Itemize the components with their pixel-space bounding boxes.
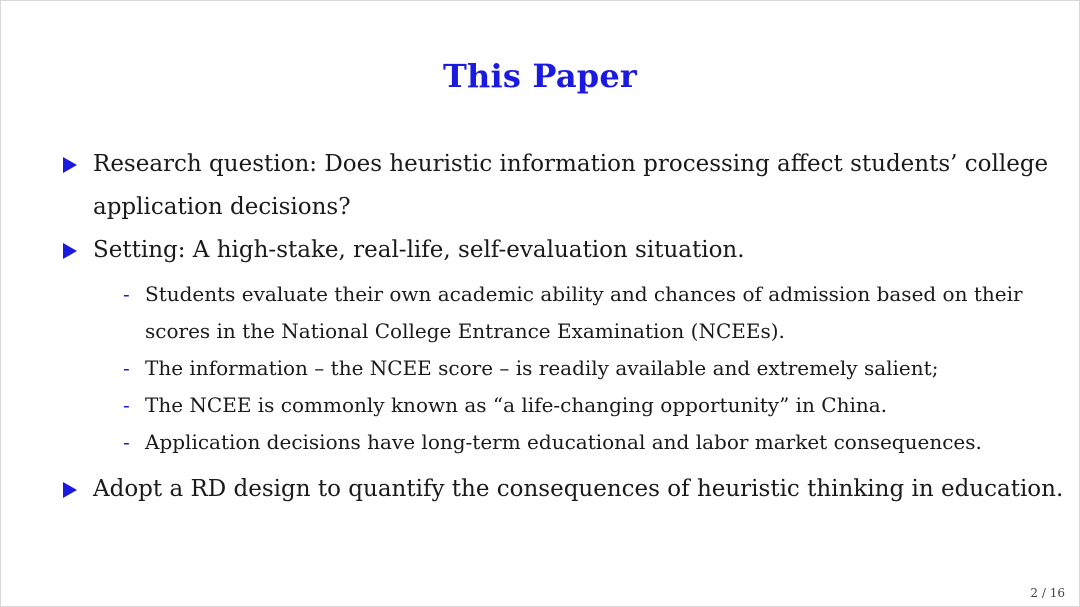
- sub-item-marker: -: [123, 393, 130, 417]
- bullet-line: application decisions?: [93, 194, 351, 220]
- triangle-right-icon: [63, 157, 77, 173]
- sub-item-line: Application decisions have long-term educational and labor market consequences.: [145, 430, 982, 454]
- bullet-line: Adopt a RD design to quantify the consequences of heuristic thinking in education.: [93, 476, 1064, 502]
- triangle-right-icon: [63, 482, 77, 498]
- sub-item-line: The NCEE is commonly known as “a life-changing opportunity” in China.: [145, 393, 888, 417]
- sub-item-line: scores in the National College Entrance Examination (NCEEs).: [145, 319, 785, 343]
- bullet-line: Setting: A high-stake, real-life, self-evaluation situation.: [93, 237, 745, 263]
- page-number: 2 / 16: [1030, 586, 1065, 600]
- slide-title: This Paper: [443, 57, 637, 95]
- sub-item-line: The information – the NCEE score – is readily available and extremely salient;: [145, 356, 939, 380]
- sub-item-marker: -: [123, 430, 130, 454]
- sub-item-line: Students evaluate their own academic ability and chances of admission based on their: [145, 282, 1023, 306]
- triangle-right-icon: [63, 243, 77, 259]
- sub-item-marker: -: [123, 282, 130, 306]
- sub-item-marker: -: [123, 356, 130, 380]
- bullet-line: Research question: Does heuristic information processing affect students’ college: [93, 151, 1049, 177]
